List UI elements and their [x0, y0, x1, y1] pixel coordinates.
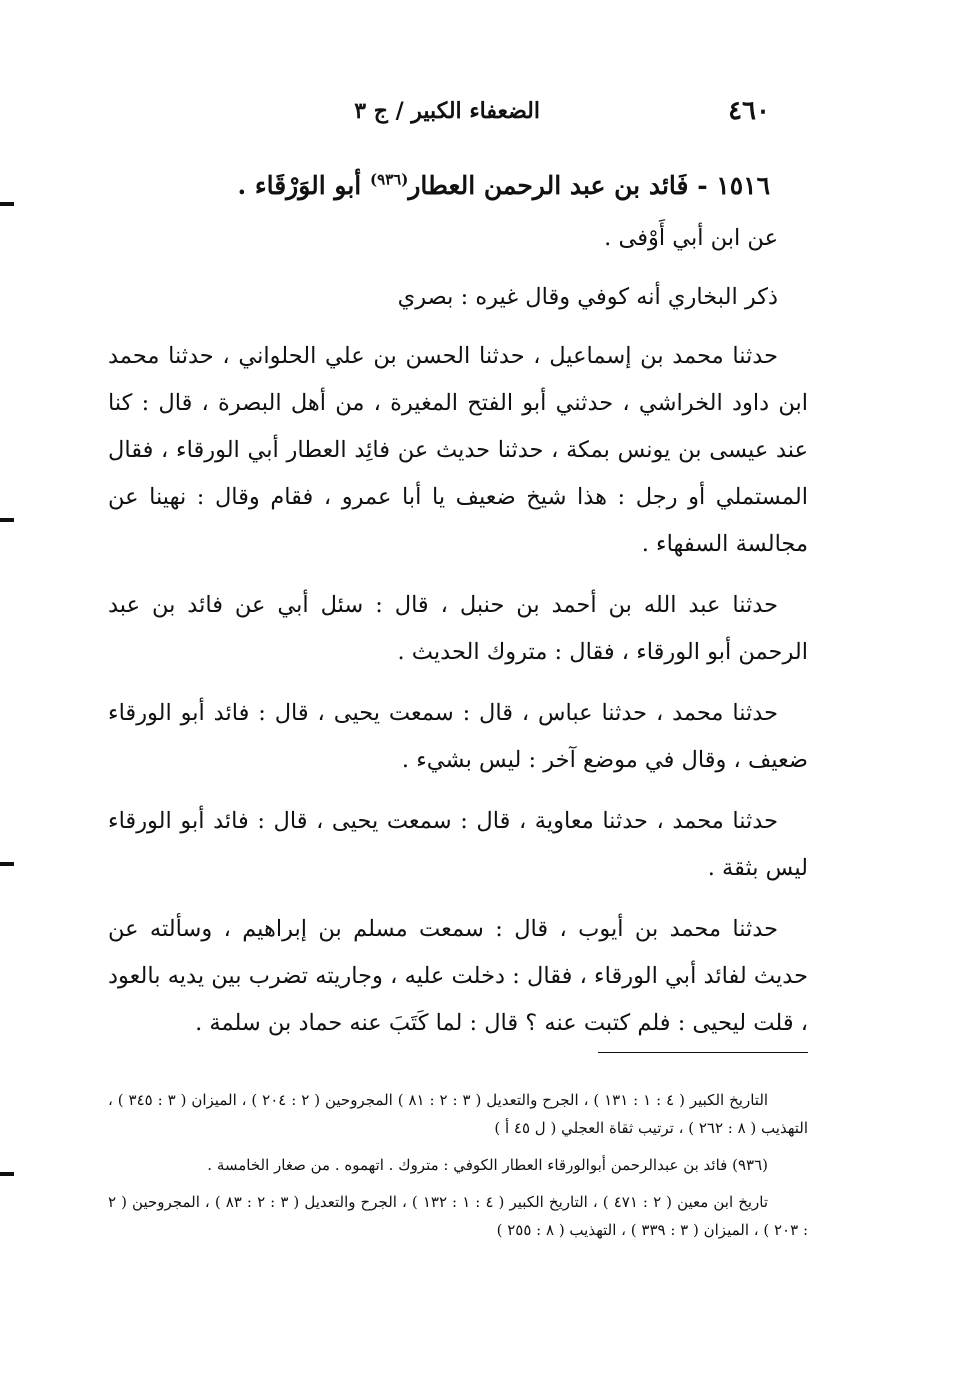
binding-mark: [0, 202, 14, 206]
entry-heading: [108, 162, 808, 209]
footnote: تاريخ ابن معين ( ٢ : ٤٧١ ) ، التاريخ الكبير ( ٤ : ١ : ١٣٢ ) ، الجرح والتعديل ( ٣ : ٢ : ٨٣ ) ، المجروحين ( ٢ : ٢٠٣ ) ، الميزان ( ٣ : ٣٣٩ ) ، التهذيب ( ٨ : ٢٥٥ ): [108, 1193, 808, 1239]
footnote-divider: [598, 1052, 808, 1053]
running-title: الضعفاء الكبير / ج ٣: [354, 98, 540, 124]
page-number: ٤٦٠: [728, 96, 770, 126]
footnote: (٩٣٦) فائد بن عبدالرحمن أبوالورقاء العطار الكوفي : متروك . اتهموه . من صغار الخامسة .: [207, 1156, 768, 1174]
binding-mark: [0, 518, 14, 522]
paragraph: حدثنا عبد الله بن أحمد بن حنبل ، قال : سئل أبي عن فائد بن عبد الرحمن أبو الورقاء ، فقال : متروك الحديث .: [108, 592, 808, 665]
paragraph: حدثنا محمد ، حدثنا عباس ، قال : سمعت يحيى ، قال : فائد أبو الورقاء ضعيف ، وقال في موضع آخر : ليس بشيء .: [108, 700, 808, 773]
entry-heading-tail: أبو الوَرْقَاء .: [237, 171, 370, 200]
binding-mark: [0, 862, 14, 866]
paragraph: حدثنا محمد ، حدثنا معاوية ، قال : سمعت يحيى ، قال : فائد أبو الورقاء ليس بثقة .: [108, 808, 808, 881]
page-header: [354, 96, 770, 136]
binding-mark: [0, 1172, 14, 1176]
footnote: التاريخ الكبير ( ٤ : ١ : ١٣١ ) ، الجرح والتعديل ( ٣ : ٢ : ٨١ ) المجروحين ( ٢ : ٢٠٤ ) ، الميزان ( ٣ : ٣٤٥ ) ، التهذيب ( ٨ : ٢٦٢ ) ، ترتيب ثقاة العجلي ( ل ٤٥ أ ): [108, 1091, 808, 1137]
footnote-reference: (٩٣٦): [369, 170, 409, 189]
paragraph: حدثنا محمد بن أيوب ، قال : سمعت مسلم بن إبراهيم ، وسألته عن حديث لفائد أبي الورقاء ، فقال : دخلت عليه ، وجاريته تضرب بين يديه بالعود ، قلت ليحيى : فلم كتبت عنه ؟ قال : لما كَتَبَ عنه حماد بن سلمة .: [108, 916, 808, 1036]
entry-heading-main: ١٥١٦ - فَائد بن عبد الرحمن العطار: [408, 171, 770, 200]
paragraph: حدثنا محمد بن إسماعيل ، حدثنا الحسن بن علي الحلواني ، حدثنا محمد ابن داود الخراشي ، حدثني أبو الفتح المغيرة ، من أهل البصرة ، قال : كنا عند عيسى بن يونس بمكة ، حدثنا حديث عن فائِد العطار أبي الورقاء ، فقال المستملي أو رجل : هذا شيخ ضعيف يا أبا عمرو ، فقام وقال : نهينا عن مجالسة السفهاء .: [108, 343, 808, 557]
main-text: [108, 162, 808, 1047]
narration-line: ذكر البخاري أنه كوفي وقال غيره : بصري: [397, 284, 778, 310]
narration-line: عن ابن أبي أَوْفى .: [604, 225, 778, 251]
footnotes: [108, 1086, 808, 1253]
